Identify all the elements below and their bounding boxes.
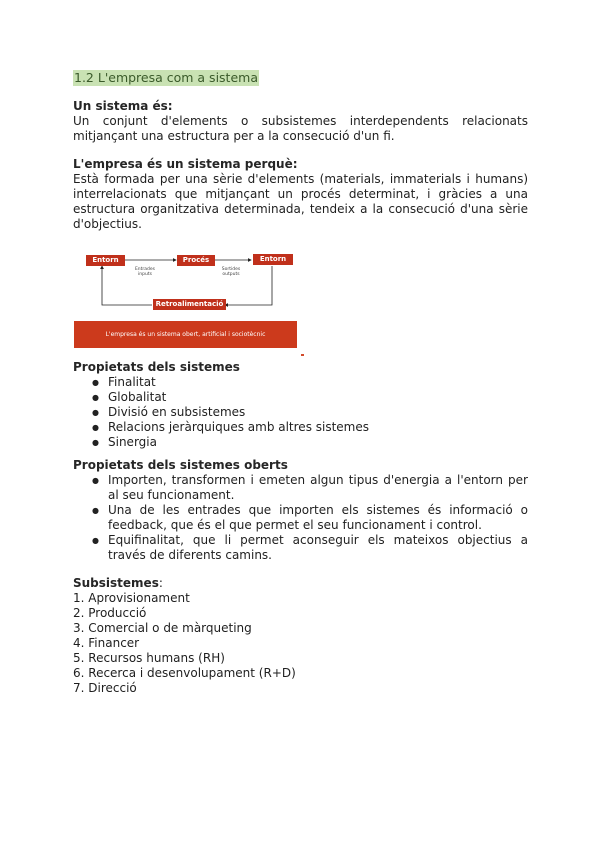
diagram-node-output: Entorn (253, 254, 293, 265)
diagram-banner: L'empresa és un sistema obert, artificial i sociotècnic (74, 321, 297, 348)
why-system-text: Està formada per una sèrie d'elements (materials, immaterials i humans) interrelacionats que mitjançant un procés determinat, i gràcies a una estructura organitzativa determinada, tendeix a la consecució d'una sèrie d'objectius. (73, 172, 528, 231)
list-item: 4. Financer (73, 636, 140, 650)
list-item: ● Finalitat (108, 375, 528, 390)
list-item: 6. Recerca i desenvolupament (R+D) (73, 666, 296, 680)
list-item: ● Una de les entrades que importen els sistemes és informació o feedback, que és el que permet el seu funcionament i control. (108, 503, 528, 533)
subsystems-list (73, 591, 528, 696)
properties-list (73, 375, 528, 450)
list-item: 3. Comercial o de màrqueting (73, 621, 252, 635)
list-item: ● Importen, transformen i emeten algun tipus d'energia a l'entorn per al seu funcionament. (108, 473, 528, 503)
why-system-heading: L'empresa és un sistema perquè: (73, 157, 298, 171)
diagram-output-note: Sortides outputs (221, 267, 241, 277)
diagram-node-input: Entorn (86, 255, 125, 266)
open-properties-block (73, 458, 528, 563)
diagram-node-feedback: Retroalimentació (153, 299, 226, 310)
open-properties-list (73, 473, 528, 563)
subsystems-heading: Subsistemes: (73, 576, 163, 590)
list-item: ● Relacions jeràrquiques amb altres sistemes (108, 420, 528, 435)
list-item: 7. Direcció (73, 681, 137, 695)
list-item: ● Divisió en subsistemes (108, 405, 528, 420)
diagram-mark (301, 354, 304, 356)
list-item: 1. Aprovisionament (73, 591, 190, 605)
system-diagram (73, 245, 313, 350)
subsystems-block (73, 576, 528, 696)
list-item: ● Sinergia (108, 435, 528, 450)
properties-heading: Propietats dels sistemes (73, 360, 240, 374)
diagram-input-note: Entrades inputs (134, 267, 156, 277)
definition-block (73, 99, 528, 144)
document-page (73, 70, 528, 709)
definition-text: Un conjunt d'elements o subsistemes interdependents relacionats mitjançant una estructura per a la consecució d'un fi. (73, 114, 528, 143)
open-properties-heading: Propietats dels sistemes oberts (73, 458, 288, 472)
list-item: 2. Producció (73, 606, 147, 620)
definition-heading: Un sistema és: (73, 99, 173, 113)
properties-block (73, 360, 528, 450)
list-item: ● Globalitat (108, 390, 528, 405)
why-system-block (73, 157, 528, 232)
diagram-node-process: Procés (177, 255, 215, 266)
list-item: 5. Recursos humans (RH) (73, 651, 225, 665)
section-title: 1.2 L'empresa com a sistema (74, 70, 258, 85)
list-item: ● Equifinalitat, que li permet aconseguir els mateixos objectius a través de diferents camins. (108, 533, 528, 563)
